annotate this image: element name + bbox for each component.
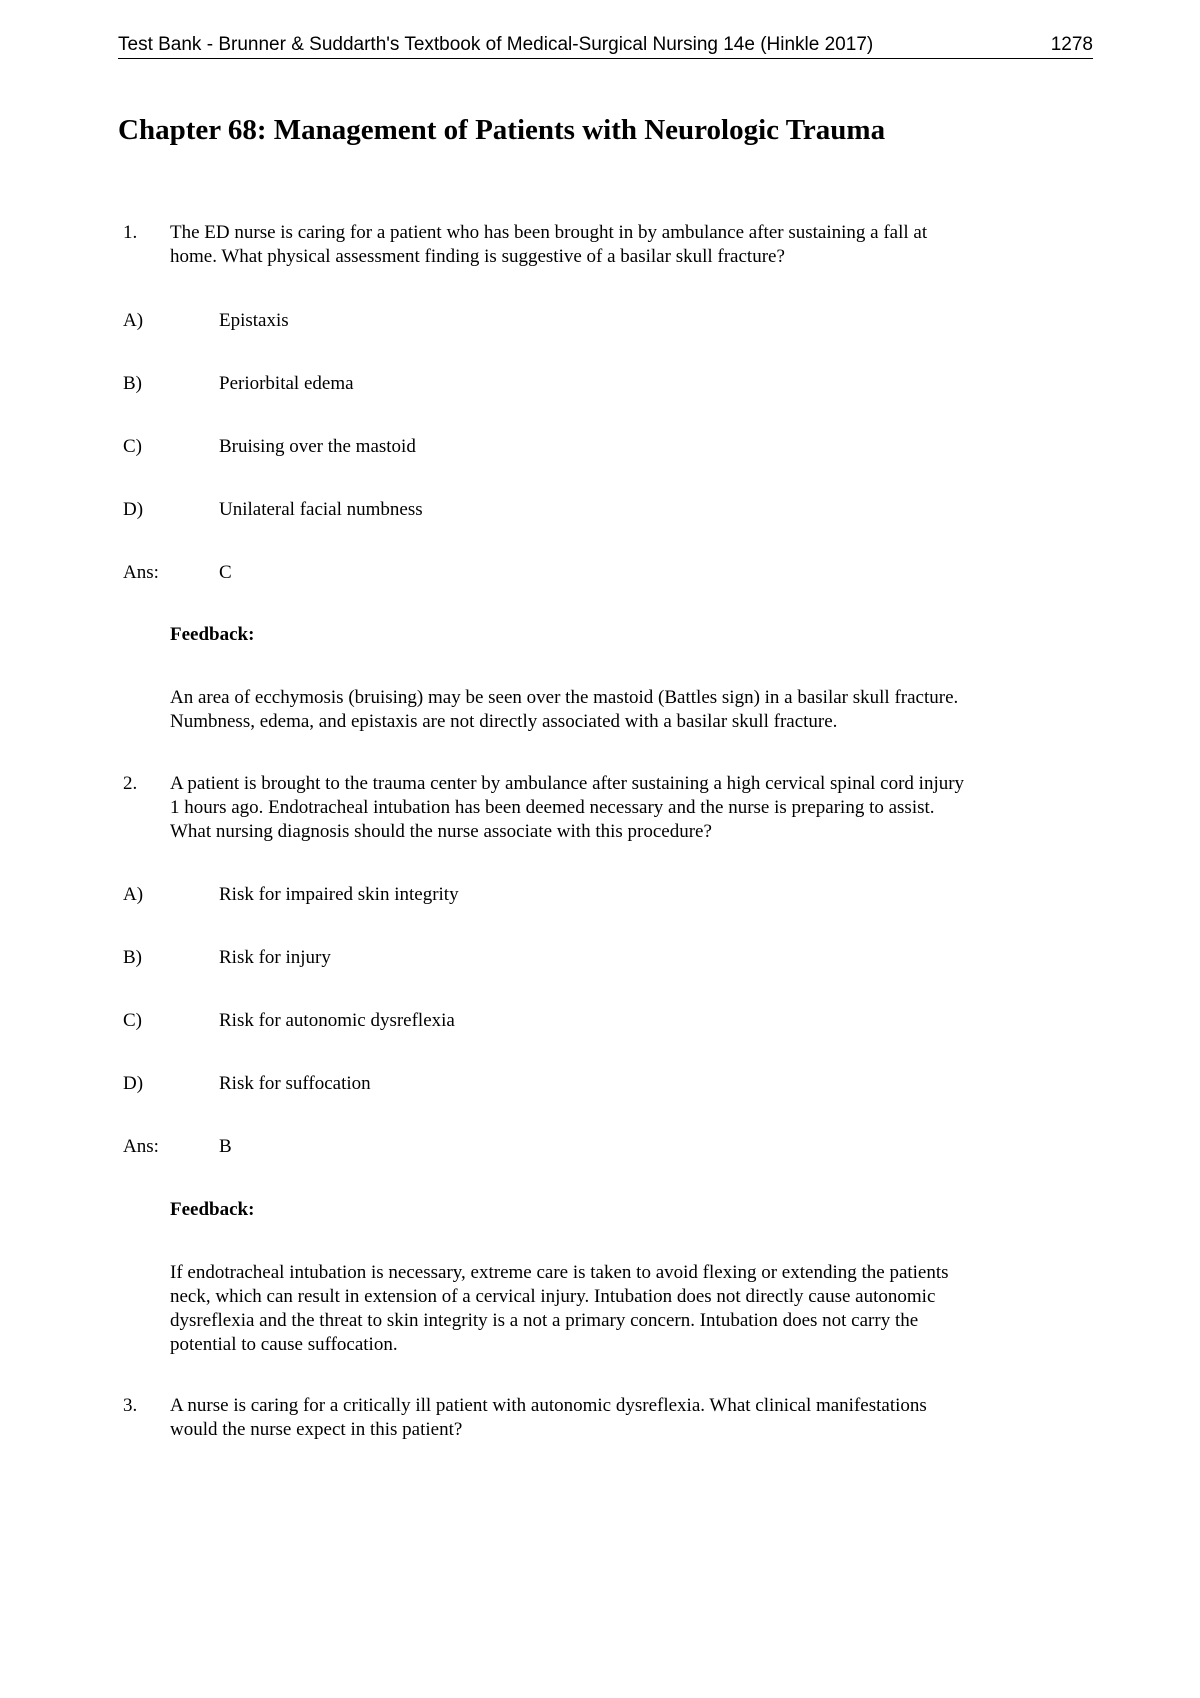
- option-label: D): [123, 499, 144, 520]
- feedback-line: Numbness, edema, and epistaxis are not directly associated with a basilar skull fracture.: [170, 711, 838, 732]
- feedback-heading: Feedback:: [170, 1199, 255, 1220]
- option-text: Risk for suffocation: [219, 1073, 371, 1094]
- chapter-title: Chapter 68: Management of Patients with Neurologic Trauma: [118, 114, 886, 146]
- page-number: 1278: [1050, 34, 1093, 55]
- feedback-line: dysreflexia and the threat to skin integrity is a not a primary concern. Intubation does not carry the: [170, 1310, 919, 1331]
- option-label: A): [123, 884, 144, 905]
- option-text: Risk for autonomic dysreflexia: [219, 1010, 455, 1031]
- feedback-heading: Feedback:: [170, 624, 255, 645]
- option-text: Risk for impaired skin integrity: [219, 884, 459, 905]
- question-stem-line: The ED nurse is caring for a patient who has been brought in by ambulance after sustaining a fall at: [170, 222, 928, 243]
- option-text: Unilateral facial numbness: [219, 499, 423, 520]
- option-text: Risk for injury: [219, 947, 331, 968]
- answer-value: C: [219, 562, 232, 583]
- feedback-line: potential to cause suffocation.: [170, 1334, 398, 1355]
- feedback-line: neck, which can result in extension of a cervical injury. Intubation does not directly cause autonomic: [170, 1286, 936, 1307]
- option-label: B): [123, 373, 142, 394]
- option-text: Periorbital edema: [219, 373, 354, 394]
- question-stem-line: home. What physical assessment finding is suggestive of a basilar skull fracture?: [170, 246, 785, 267]
- option-label: C): [123, 436, 142, 457]
- question-number: 1.: [123, 222, 138, 243]
- option-label: D): [123, 1073, 144, 1094]
- question-stem-line: What nursing diagnosis should the nurse associate with this procedure?: [170, 821, 712, 842]
- question-stem-line: A nurse is caring for a critically ill patient with autonomic dysreflexia. What clinical manifestations: [170, 1395, 927, 1416]
- answer-label: Ans:: [123, 562, 159, 583]
- header-title: Test Bank - Brunner & Suddarth's Textbook of Medical-Surgical Nursing 14e (Hinkle 2017): [118, 34, 874, 55]
- question-stem-line: would the nurse expect in this patient?: [170, 1419, 463, 1440]
- question-number: 3.: [123, 1395, 138, 1416]
- question-number: 2.: [123, 773, 138, 794]
- question-stem-line: A patient is brought to the trauma center by ambulance after sustaining a high cervical spinal cord injury: [170, 773, 965, 794]
- running-header: [118, 34, 1093, 59]
- answer-value: B: [219, 1136, 232, 1157]
- question-stem-line: 1 hours ago. Endotracheal intubation has been deemed necessary and the nurse is preparing to assist.: [170, 797, 935, 818]
- option-label: A): [123, 310, 144, 331]
- answer-label: Ans:: [123, 1136, 159, 1157]
- option-label: C): [123, 1010, 142, 1031]
- feedback-line: If endotracheal intubation is necessary, extreme care is taken to avoid flexing or extending the patients: [170, 1262, 949, 1283]
- option-text: Bruising over the mastoid: [219, 436, 416, 457]
- option-label: B): [123, 947, 142, 968]
- feedback-line: An area of ecchymosis (bruising) may be seen over the mastoid (Battles sign) in a basilar skull fracture.: [170, 687, 959, 708]
- option-text: Epistaxis: [219, 310, 289, 331]
